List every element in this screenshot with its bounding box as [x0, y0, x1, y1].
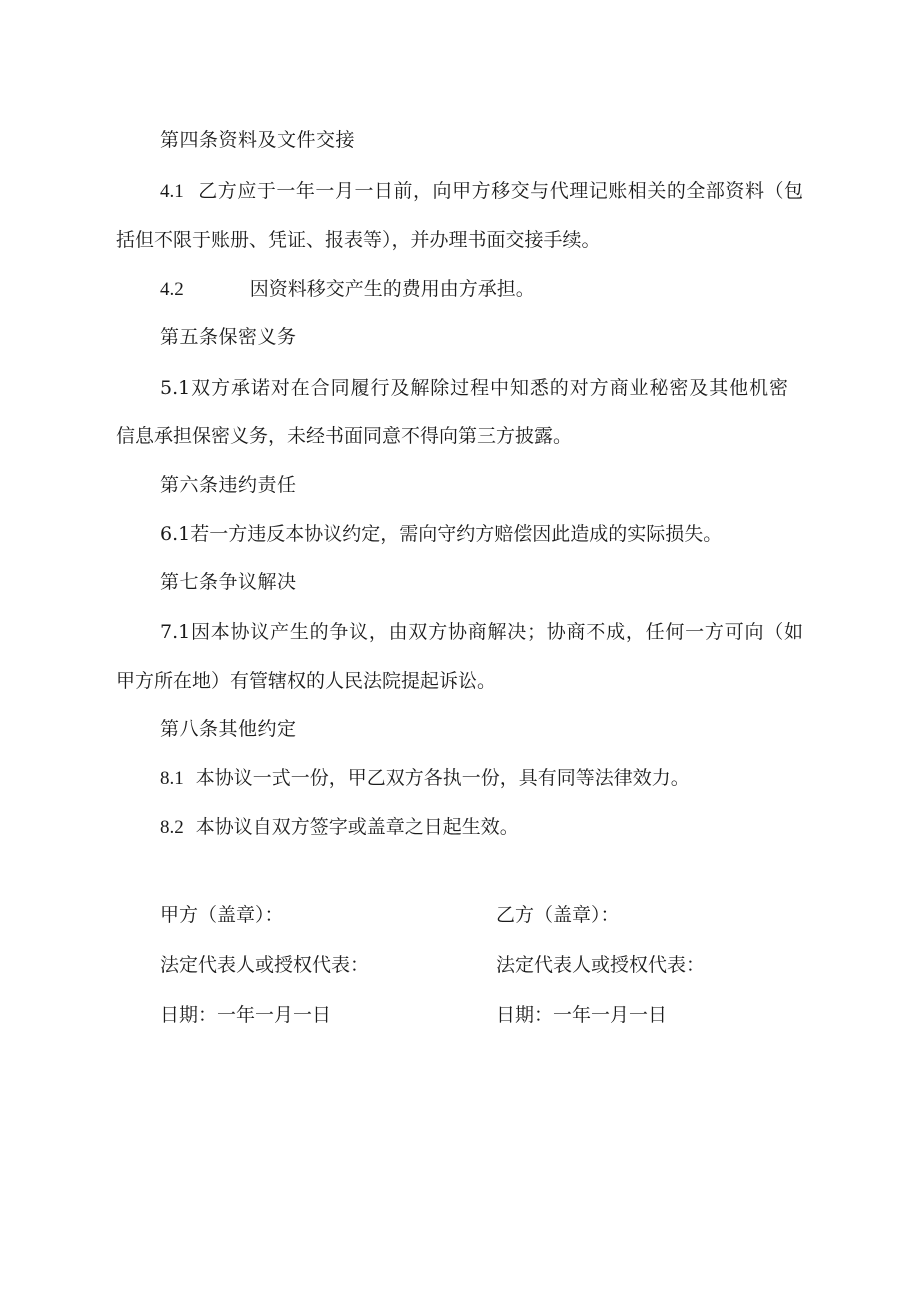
article-6-heading: 第六条违约责任 — [160, 474, 297, 496]
clause-8-1-number: 8.1 — [160, 768, 184, 789]
clause-8-1-text: 本协议一式一份，甲乙双方各执一份，具有同等法律效力。 — [195, 767, 690, 789]
article-7-heading: 第七条争议解决 — [160, 571, 297, 593]
party-a-seal-label: 甲方（盖章）： — [160, 904, 284, 926]
clause-4-1-text: 乙方应于一年一月一日前，向甲方移交与代理记账相关的全部资料（包 — [197, 180, 803, 202]
clause-4-2-number: 4.2 — [160, 279, 184, 300]
clause-8-2-text: 本协议自双方签字或盖章之日起生效。 — [195, 816, 519, 838]
article-5-heading: 第五条保密义务 — [160, 326, 297, 348]
clause-4-2-text: 因资料移交产生的费用由方承担。 — [249, 278, 535, 300]
clause-4-2 — [160, 277, 535, 302]
clause-7-1-line-1: 7.1因本协议产生的争议，由双方协商解决；协商不成，任何一方可向（如 — [160, 621, 803, 643]
party-b-seal-label: 乙方（盖章）： — [496, 904, 620, 926]
article-8-heading: 第八条其他约定 — [160, 718, 297, 740]
clause-6-1: 6.1若一方违反本协议约定，需向守约方赔偿因此造成的实际损失。 — [160, 523, 723, 545]
clause-8-1 — [160, 766, 690, 791]
clause-4-1-line-1 — [160, 179, 803, 204]
clause-8-2-number: 8.2 — [160, 817, 184, 838]
party-b-date-label: 日期：一年一月一日 — [496, 1004, 668, 1026]
clause-4-1-line-2: 括但不限于账册、凭证、报表等），并办理书面交接手续。 — [116, 229, 601, 251]
article-4-heading: 第四条资料及文件交接 — [160, 129, 356, 151]
clause-7-1-line-2: 甲方所在地）有管辖权的人民法院提起诉讼。 — [116, 670, 497, 692]
clause-5-1-line-2: 信息承担保密义务，未经书面同意不得向第三方披露。 — [116, 425, 573, 447]
clause-4-1-number: 4.1 — [160, 181, 184, 202]
clause-8-2 — [160, 815, 519, 840]
party-b-representative-label: 法定代表人或授权代表： — [496, 954, 706, 976]
party-a-representative-label: 法定代表人或授权代表： — [160, 954, 370, 976]
party-a-date-label: 日期：一年一月一日 — [160, 1004, 332, 1026]
clause-5-1-line-1: 5.1双方承诺对在合同履行及解除过程中知悉的对方商业秘密及其他机密 — [160, 377, 788, 399]
